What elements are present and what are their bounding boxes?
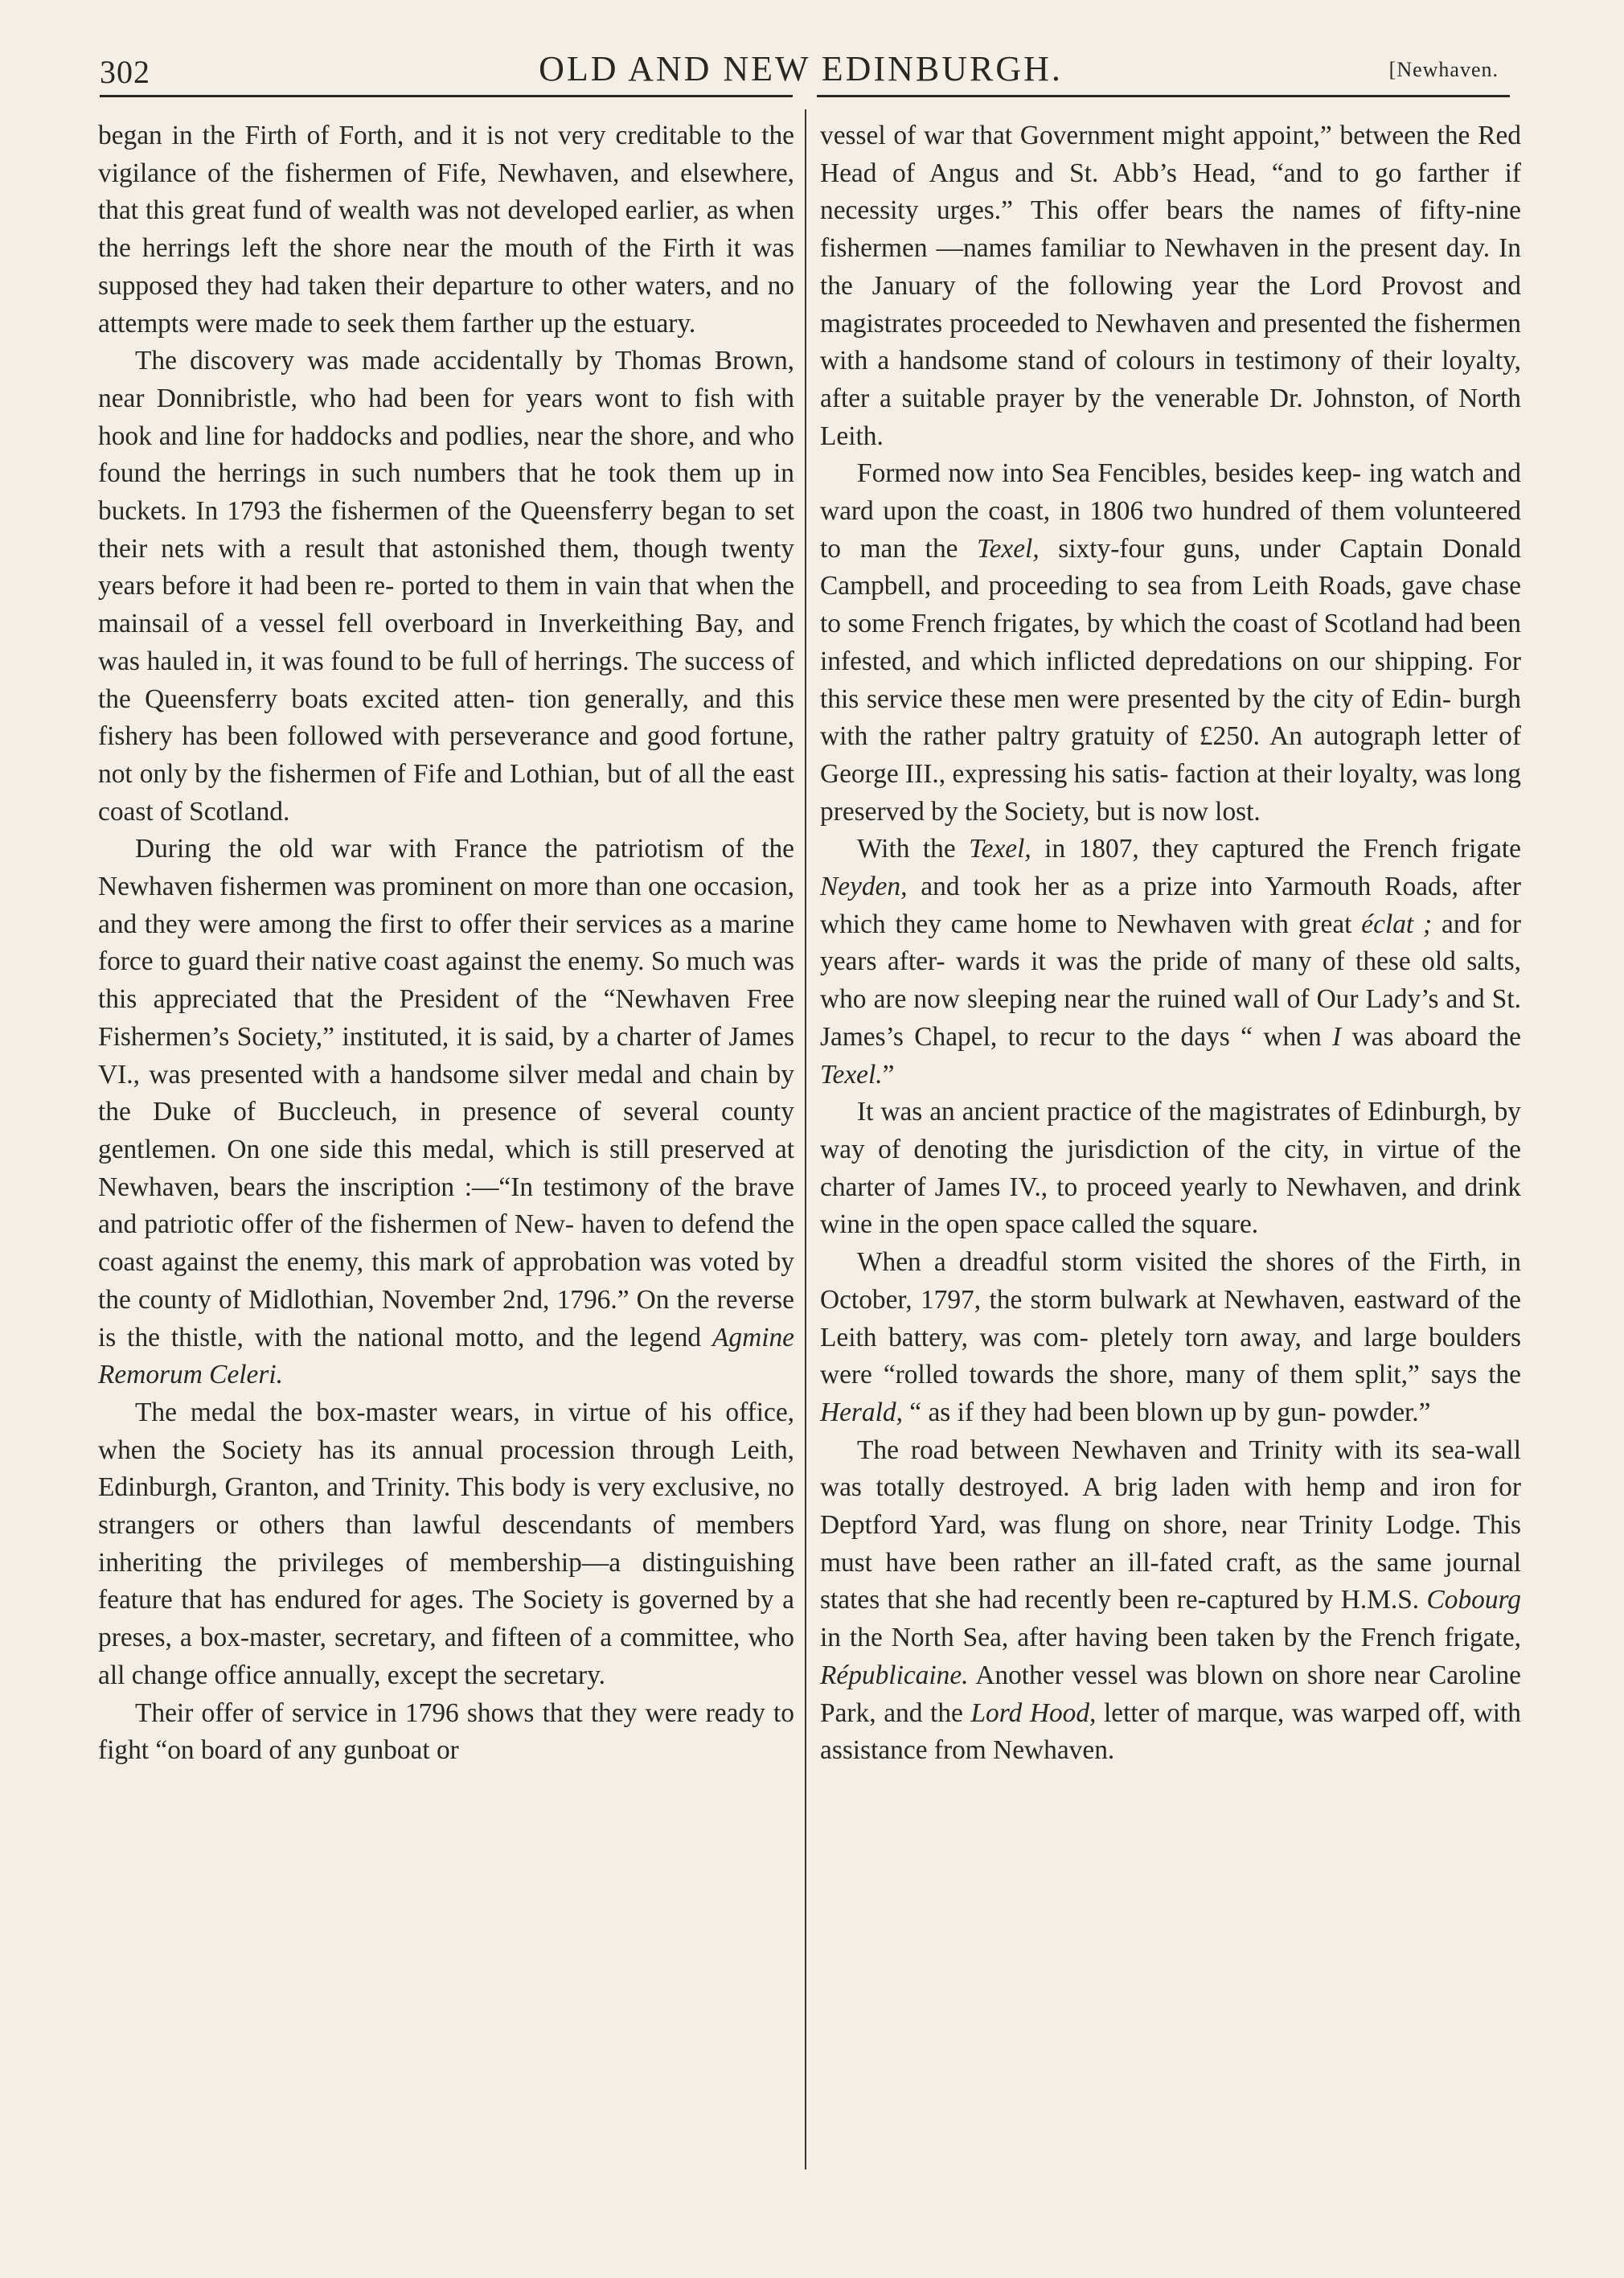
italic-phrase: Neyden, [820,872,908,902]
paragraph-text: began in the Firth of Forth, and it is not very creditable to the vigilance of the fishermen of Fife, Newhaven, and elsewhere, that this great fund of wealth was not developed earlier, as when the herrings left the shore near the mouth of the Firth it was supposed they had taken their departure to other waters, and no attempts were made to seek them farther up the estuary. [98,121,794,339]
left-paragraph-2 [98,343,794,831]
left-column [98,117,794,1770]
paragraph-text: in the North Sea, after having been taken by the French frigate, [820,1623,1521,1653]
italic-phrase: Républicaine. [820,1660,969,1690]
paragraph-text: It was an ancient practice of the magistrates of Edinburgh, by way of denoting the jurisdiction of the city, in virtue of the charter of James IV., to proceed yearly to Newhaven, and drink wine in the open space called the square. [820,1097,1521,1240]
paragraph-text: During the old war with France the patriotism of the Newhaven fishermen was prominent on more than one occasion, and they were among the first to offer their services as a marine force to guard their native coast against the enemy. So much was this appreciated that the President of the “Newhaven Free Fishermen’s Society,” instituted, it is said, by a charter of James VI., was presented with a handsome silver medal and chain by the Duke of Buccleuch, in presence of several county gentlemen. On one side this medal, which is still preserved at Newhaven, bears the inscription :—“In testimony of the brave and patriotic offer of the fishermen of New- haven to defend the coast against the enemy, this mark of approbation was voted by the county of Midlothian, November 2nd, 1796.” On the reverse is the thistle, with the national motto, and the legend [98,834,794,1352]
left-paragraph-4 [98,1394,794,1695]
paragraph-text: and for years after- wards it was the pride of many of these old salts, who are now sleeping near the ruined wall of Our Lady’s and St. James’s Chapel, to recur to the days “ when [820,909,1521,1052]
right-column [820,117,1521,1770]
right-paragraph-2 [820,455,1521,831]
italic-phrase: Herald, [820,1397,903,1427]
left-paragraph-3 [98,831,794,1394]
header-rule-left [100,95,793,97]
paragraph-text: was aboard the [1341,1021,1521,1052]
paragraph-text: Their offer of service in 1796 shows that they were ready to fight “on board of any gunboat or [98,1697,794,1766]
left-paragraph-5 [98,1695,794,1770]
page-number: 302 [100,54,150,90]
paragraph-text: in 1807, they captured the French frigate [1031,834,1522,864]
paragraph-text: “ as if they had been blown up by gun- powder.” [902,1397,1431,1427]
italic-phrase: Texel. [820,1059,883,1090]
italic-phrase: Cobourg [1426,1585,1521,1615]
italic-phrase: I [1332,1021,1342,1052]
section-tag: [Newhaven. [1388,58,1499,81]
paragraph-text: vessel of war that Government might appoint,” between the Red Head of Angus and St. Abb’s Head, “and to go farther if necessity urges.” This offer bears the names of fifty-nine fishermen —names familiar to Newhaven in the present day. In the January of the following year the Lord Provost and magistrates proceeded to Newhaven and presented the fishermen with a handsome stand of colours in testimony of their loyalty, after a suitable prayer by the venerable Dr. Johnston, of North Leith. [820,121,1521,451]
running-title: OLD AND NEW EDINBURGH. [539,49,1063,88]
right-paragraph-4 [820,1094,1521,1244]
right-paragraph-5 [820,1244,1521,1432]
italic-phrase: éclat ; [1361,909,1433,939]
right-paragraph-1 [820,117,1521,455]
italic-phrase: Lord Hood, [970,1697,1097,1728]
italic-phrase: Agmine Remorum Celeri. [98,1322,794,1390]
page-header [100,47,1502,95]
column-divider [805,109,806,2169]
paragraph-text: Another vessel was blown on shore near Caroline Park, and the [820,1660,1521,1728]
italic-phrase: Texel, [977,533,1040,564]
header-rule-right [817,95,1510,97]
paragraph-text: ” [882,1059,895,1090]
paragraph-text: The medal the box-master wears, in virtue of his office, when the Society has its annual procession through Leith, Edinburgh, Granton, and Trinity. This body is very exclusive, no strangers or others than lawful descendants of members inheriting the privileges of membership—a distinguishing feature that has endured for ages. The Society is governed by a preses, a box-master, secretary, and fifteen of a committee, who all change office annually, except the secretary. [98,1397,794,1690]
paragraph-text: letter of marque, was warped off, with assistance from Newhaven. [820,1697,1521,1766]
left-paragraph-1 [98,117,794,343]
paragraph-text: and took her as a prize into Yarmouth Roads, after which they came home to Newhaven with great [820,872,1521,939]
right-paragraph-6 [820,1432,1521,1770]
right-paragraph-3 [820,831,1521,1094]
paragraph-text: Formed now into Sea Fencibles, besides keep- ing watch and ward upon the coast, in 1806 two hundred of them volunteered to man the [820,458,1521,564]
paragraph-text: When a dreadful storm visited the shores of the Firth, in October, 1797, the storm bulwark at Newhaven, eastward of the Leith battery, was com- pletely torn away, and large boulders were “rolled towards the shore, many of them split,” says the [820,1247,1521,1390]
paragraph-text: The road between Newhaven and Trinity with its sea-wall was totally destroyed. A brig laden with hemp and iron for Deptford Yard, was flung on shore, near Trinity Lodge. This must have been rather an ill-fated craft, as the same journal states that she had recently been re-captured by H.M.S. [820,1435,1521,1615]
paragraph-text: sixty-four guns, under Captain Donald Campbell, and proceeding to sea from Leith Roads, gave chase to some French frigates, by which the coast of Scotland had been infested, and which inflicted depredations on our shipping. For this service these men were presented by the city of Edin- burgh with the rather paltry gratuity of £250. An autograph letter of George III., expressing his satis- faction at their loyalty, was long preserved by the Society, but is now lost. [820,533,1521,827]
italic-phrase: Texel, [969,834,1031,864]
paragraph-text: With the [857,834,970,864]
paragraph-text: The discovery was made accidentally by Thomas Brown, near Donnibristle, who had been for years wont to fish with hook and line for haddocks and podlies, near the shore, and who found the herrings in such numbers that he took them up in buckets. In 1793 the fishermen of the Queensferry began to set their nets with a result that astonished them, though twenty years before it had been re- ported to them in vain that when the mainsail of a vessel fell overboard in Inverkeithing Bay, and was hauled in, it was found to be full of herrings. The success of the Queensferry boats excited atten- tion generally, and this fishery has been followed with perseverance and good fortune, not only by the fishermen of Fife and Lothian, but of all the east coast of Scotland. [98,346,794,827]
